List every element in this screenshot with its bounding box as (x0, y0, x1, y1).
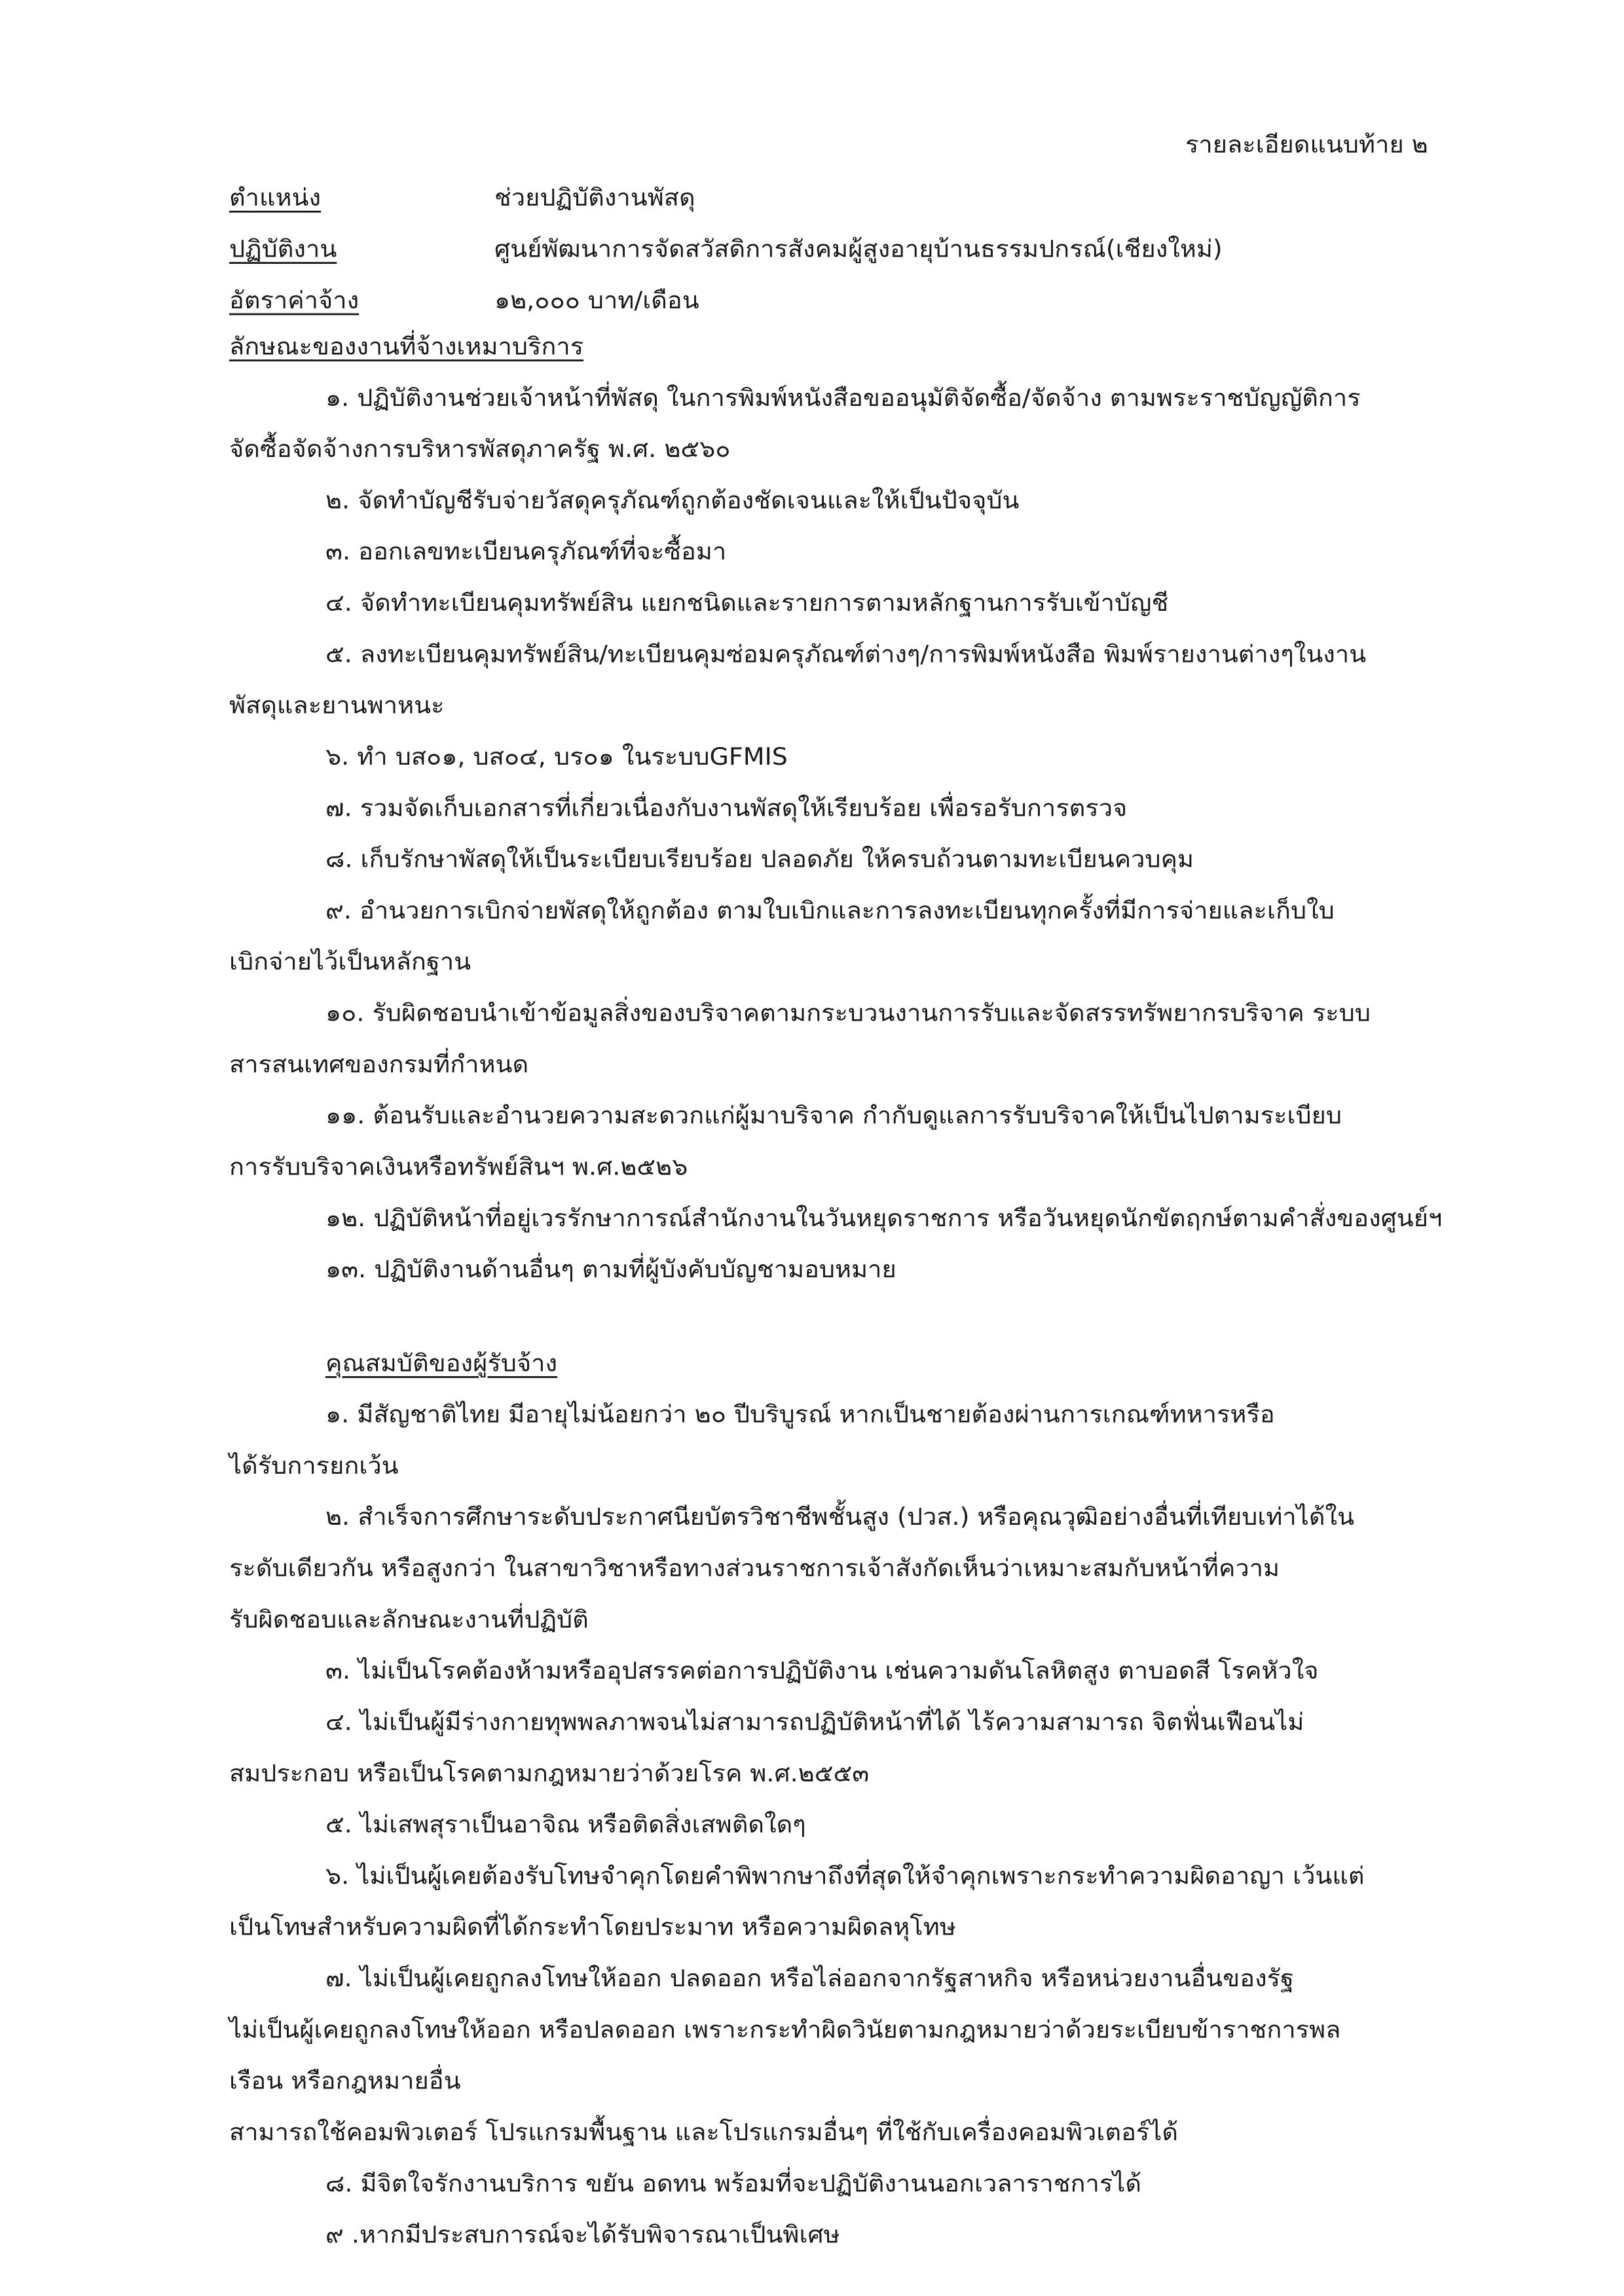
duty-item: ๔. จัดทำทะเบียนคุมทรัพย์สิน แยกชนิดและรายการตามหลักฐานการรับเข้าบัญชี (325, 589, 1169, 617)
qualification-item: ๔. ไม่เป็นผู้มีร่างกายทุพพลภาพจนไม่สามารถปฏิบัติหน้าที่ได้ ไร้ความสามารถ จิตฟั่นเฟือนไม่ (325, 1708, 1304, 1736)
attachment-label: รายละเอียดแนบท้าย ๒ (1185, 130, 1428, 158)
duty-item-cont: จัดซื้อจัดจ้างการบริหารพัสดุภาครัฐ พ.ศ. ๒๕๖๐ (229, 435, 731, 463)
qualifications-title: คุณสมบัติของผู้รับจ้าง (325, 1349, 558, 1377)
duty-item: ๑๓. ปฏิบัติงานด้านอื่นๆ ตามที่ผู้บังคับบัญชามอบหมาย (325, 1255, 896, 1283)
duty-item: ๑๑. ต้อนรับและอำนวยความสะดวกแก่ผู้มาบริจาค กำกับดูแลการรับบริจาคให้เป็นไปตามระเบียบ (325, 1101, 1342, 1129)
qualification-item: ๖. ไม่เป็นผู้เคยต้องรับโทษจำคุกโดยคำพิพากษาถึงที่สุดให้จำคุกเพราะกระทำความผิดอาญา เว้นแต่ (325, 1861, 1365, 1890)
wage-value: ๑๒,๐๐๐ บาท/เดือน (494, 286, 699, 314)
duty-item-cont: สารสนเทศของกรมที่กำหนด (229, 1050, 529, 1078)
qualification-item: ๙ .หากมีประสบการณ์จะได้รับพิจารณาเป็นพิเศษ (325, 2221, 840, 2249)
qualification-item: ๗. ไม่เป็นผู้เคยถูกลงโทษให้ออก ปลดออก หรือไล่ออกจากรัฐสาหกิจ หรือหน่วยงานอื่นของรัฐ (325, 1964, 1294, 1992)
qualification-item-cont: รับผิดชอบและลักษณะงานที่ปฏิบัติ (229, 1605, 589, 1633)
duty-item: ๓. ออกเลขทะเบียนครุภัณฑ์ที่จะซื้อมา (325, 538, 727, 566)
duty-item: ๑. ปฏิบัติงานช่วยเจ้าหน้าที่พัสดุ ในการพิมพ์หนังสือขออนุมัติจัดซื้อ/จัดจ้าง ตามพระราชบัญญัติการ (325, 384, 1361, 412)
duty-item: ๖. ทำ บส๐๑, บส๐๔, บร๐๑ ในระบบGFMIS (325, 742, 788, 771)
workplace-value: ศูนย์พัฒนาการจัดสวัสดิการสังคมผู้สูงอายุบ้านธรรมปกรณ์(เชียงใหม่) (494, 235, 1223, 263)
duties-title: ลักษณะของงานที่จ้างเหมาบริการ (229, 333, 584, 361)
duty-item: ๘. เก็บรักษาพัสดุให้เป็นระเบียบเรียบร้อย ปลอดภัย ให้ครบถ้วนตามทะเบียนควบคุม (325, 845, 1194, 873)
qualification-item: ๒. สำเร็จการศึกษาระดับประกาศนียบัตรวิชาชีพชั้นสูง (ปวส.) หรือคุณวุฒิอย่างอื่นที่เทียบเท่าได้ใน (325, 1503, 1355, 1531)
qualification-item: ๑. มีสัญชาติไทย มีอายุไม่น้อยกว่า ๒๐ ปีบริบูรณ์ หากเป็นชายต้องผ่านการเกณฑ์ทหารหรือ (325, 1400, 1275, 1429)
workplace-label: ปฏิบัติงาน (229, 235, 337, 263)
qualification-item-cont: เป็นโทษสำหรับความผิดที่ได้กระทำโดยประมาท หรือความผิดลหุโทษ (229, 1913, 956, 1941)
qualification-item: ๕. ไม่เสพสุราเป็นอาจิณ หรือติดสิ่งเสพติดใดๆ (325, 1810, 806, 1838)
qualification-item-cont: สมประกอบ หรือเป็นโรคตามกฎหมายว่าด้วยโรค พ.ศ.๒๕๕๓ (229, 1759, 870, 1787)
duty-item: ๑๒. ปฏิบัติหน้าที่อยู่เวรรักษาการณ์สำนักงานในวันหยุดราชการ หรือวันหยุดนักขัตฤกษ์ตามคำสั่งของศูนย์ฯ (325, 1204, 1443, 1232)
duty-item: ๒. จัดทำบัญชีรับจ่ายวัสดุครุภัณฑ์ถูกต้องชัดเจนและให้เป็นปัจจุบัน (325, 486, 1020, 515)
qualification-item: ๘. มีจิตใจรักงานบริการ ขยัน อดทน พร้อมที่จะปฏิบัติงานนอกเวลาราชการได้ (325, 2169, 1142, 2197)
duty-item: ๕. ลงทะเบียนคุมทรัพย์สิน/ทะเบียนคุมซ่อมครุภัณฑ์ต่างๆ/การพิมพ์หนังสือ พิมพ์รายงานต่างๆในงาน (325, 640, 1367, 668)
duty-item-cont: พัสดุและยานพาหนะ (229, 691, 445, 720)
duty-item: ๑๐. รับผิดชอบนำเข้าข้อมูลสิ่งของบริจาคตามกระบวนงานการรับและจัดสรรทรัพยากรบริจาค ระบบ (325, 999, 1371, 1027)
wage-label: อัตราค่าจ้าง (229, 286, 360, 314)
qualification-item-cont: ระดับเดียวกัน หรือสูงกว่า ในสาขาวิชาหรือทางส่วนราชการเจ้าสังกัดเห็นว่าเหมาะสมกับหน้าที่ความ (229, 1554, 1280, 1582)
duty-item-cont: เบิกจ่ายไว้เป็นหลักฐาน (229, 947, 471, 975)
qualification-item-cont: ได้รับการยกเว้น (229, 1451, 399, 1480)
duty-item: ๗. รวมจัดเก็บเอกสารที่เกี่ยวเนื่องกับงานพัสดุให้เรียบร้อย เพื่อรอรับการตรวจ (325, 793, 1128, 822)
position-value: ช่วยปฏิบัติงานพัสดุ (494, 183, 695, 211)
position-label: ตำแหน่ง (229, 183, 322, 211)
duty-item: ๙. อำนวยการเบิกจ่ายพัสดุให้ถูกต้อง ตามใบเบิกและการลงทะเบียนทุกครั้งที่มีการจ่ายและเก็บใบ (325, 896, 1335, 924)
qualification-item: ๓. ไม่เป็นโรคต้องห้ามหรืออุปสรรคต่อการปฏิบัติงาน เช่นความดันโลหิตสูง ตาบอดสี โรคหัวใจ (325, 1656, 1319, 1685)
qualification-item-cont: ไม่เป็นผู้เคยถูกลงโทษให้ออก หรือปลดออก เพราะกระทำผิดวินัยตามกฎหมายว่าด้วยระเบียบข้าราชการพล (229, 2015, 1341, 2043)
qualification-item-cont: เรือน หรือกฎหมายอื่น (229, 2067, 461, 2095)
qualification-item-cont: สามารถใช้คอมพิวเตอร์ โปรแกรมพื้นฐาน และโปรแกรมอื่นๆ ที่ใช้กับเครื่องคอมพิวเตอร์ได้ (229, 2118, 1179, 2146)
duty-item-cont: การรับบริจาคเงินหรือทรัพย์สินฯ พ.ศ.๒๕๒๖ (229, 1153, 688, 1181)
